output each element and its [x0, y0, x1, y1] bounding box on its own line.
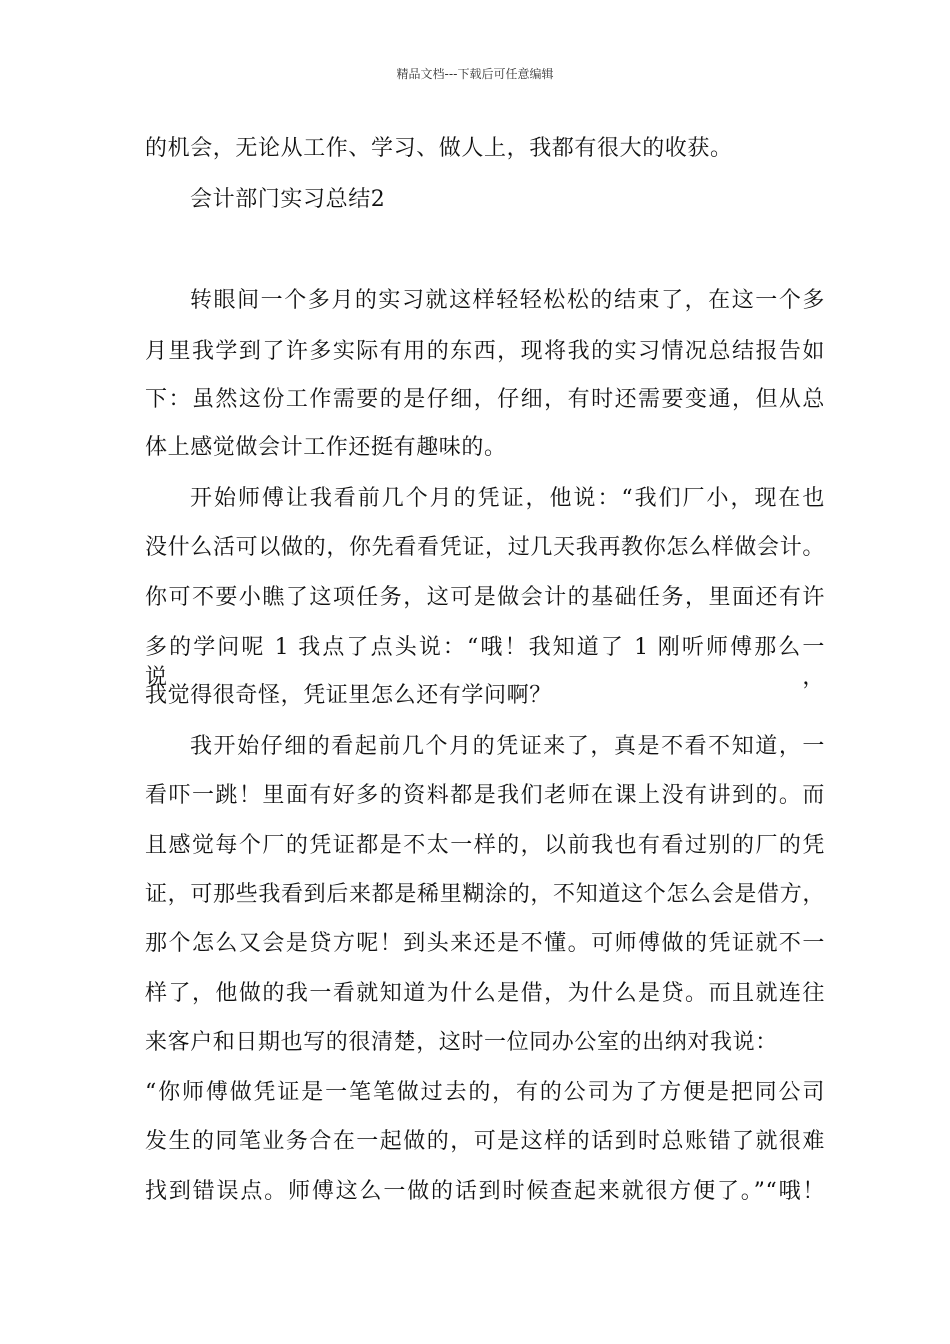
paragraph-line: “你师傅做凭证是一笔笔做过去的，有的公司为了方便是把同公司 — [145, 1080, 825, 1105]
paragraph-line: 我开始仔细的看起前几个月的凭证来了，真是不看不知道，一 — [190, 734, 825, 759]
paragraph-line: 找到错误点。师傅这么一做的话到时候查起来就很方便了。”“哦！ — [145, 1179, 825, 1204]
paragraph-line: 证，可那些我看到后来都是稀里糊涂的，不知道这个怎么会是借方， — [145, 882, 825, 907]
text-line: 的机会，无论从工作、学习、做人上，我都有很大的收获。 — [145, 136, 733, 161]
paragraph-line: 那个怎么又会是贷方呢！到头来还是不懂。可师傅做的凭证就不一 — [145, 931, 825, 956]
paragraph-line: 转眼间一个多月的实习就这样轻轻松松的结束了，在这一个多 — [190, 288, 825, 313]
page-header: 精品文档---下载后可任意编辑 — [396, 67, 554, 81]
paragraph-line: 发生的同笔业务合在一起做的，可是这样的话到时总账错了就很难 — [145, 1129, 825, 1154]
paragraph-line: 我觉得很奇怪，凭证里怎么还有学问啊？ — [145, 683, 552, 708]
paragraph-line: 你可不要小瞧了这项任务，这可是做会计的基础任务，里面还有许 — [145, 585, 825, 610]
paragraph-line: 且感觉每个厂的凭证都是不太一样的，以前我也有看过别的厂的凭 — [145, 833, 825, 858]
paragraph-line: 开始师傅让我看前几个月的凭证，他说：“我们厂小，现在也 — [190, 486, 825, 511]
paragraph-line: 样了，他做的我一看就知道为什么是借，为什么是贷。而且就连往 — [145, 981, 825, 1006]
paragraph-line: 多的学问呢 1 我点了点头说：“哦！我知道了 1 刚听师傅那么一说， — [145, 635, 825, 690]
paragraph-line: 没什么活可以做的，你先看看凭证，过几天我再教你怎么样做会计。 — [145, 535, 825, 560]
section-title: 会计部门实习总结2 — [190, 187, 386, 212]
paragraph-line: 下：虽然这份工作需要的是仔细，仔细，有时还需要变通，但从总 — [145, 387, 825, 412]
paragraph-line: 月里我学到了许多实际有用的东西，现将我的实习情况总结报告如 — [145, 339, 825, 364]
paragraph-line: 体上感觉做会计工作还挺有趣味的。 — [145, 435, 507, 460]
paragraph-line: 来客户和日期也写的很清楚，这时一位同办公室的出纳对我说： — [145, 1030, 778, 1055]
paragraph-line: 看吓一跳！里面有好多的资料都是我们老师在课上没有讲到的。而 — [145, 783, 825, 808]
